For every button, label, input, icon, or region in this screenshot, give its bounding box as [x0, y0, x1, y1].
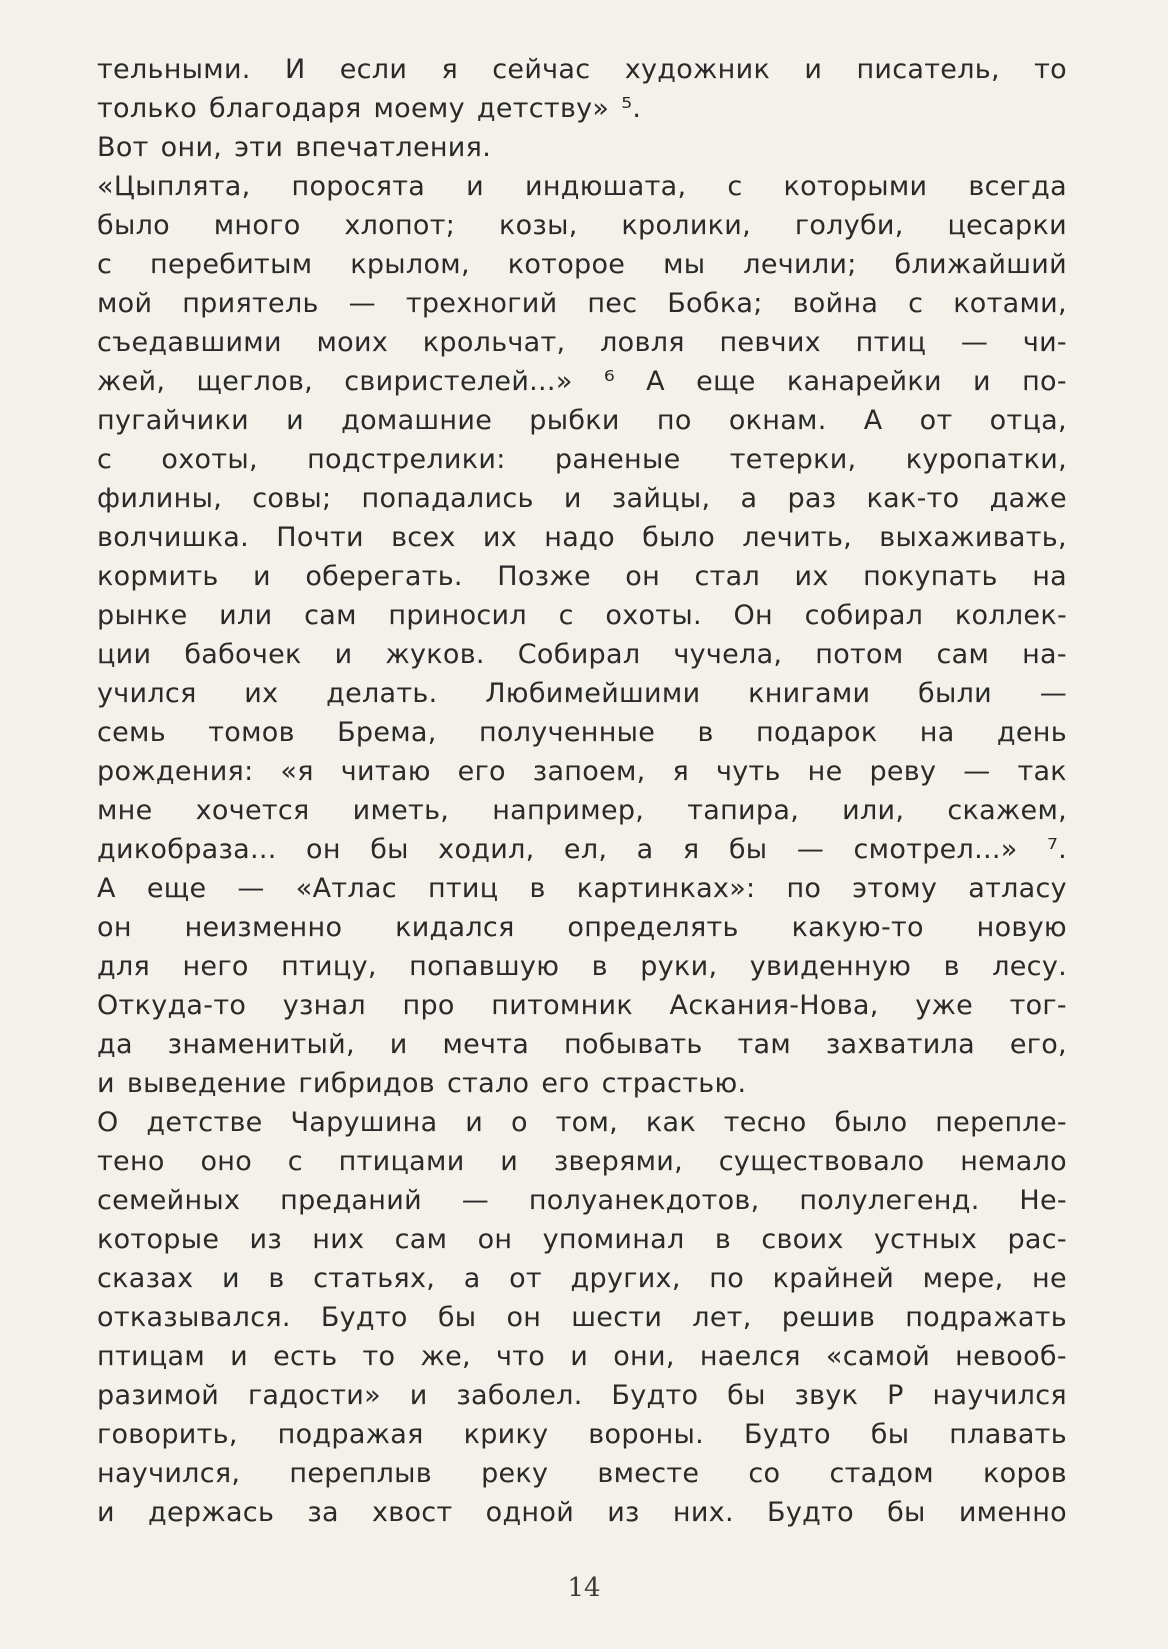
text-line: да знаменитый, и мечта побывать там захватила его,: [97, 1029, 1067, 1060]
text-line: тено оно с птицами и зверями, существовало немало: [97, 1146, 1067, 1177]
text-line: Вот они, эти впечатления.: [97, 132, 492, 163]
text-line: семь томов Брема, полученные в подарок на день: [97, 717, 1067, 748]
page-number: 14: [567, 1573, 601, 1603]
text-line: и держась за хвост одной из них. Будто бы именно: [97, 1497, 1067, 1528]
page-text-body: [97, 50, 1067, 1532]
text-line: А еще — «Атлас птиц в картинках»: по этому атласу: [97, 873, 1067, 904]
text-line: он неизменно кидался определять какую-то новую: [97, 912, 1067, 943]
text-line: научился, переплыв реку вместе со стадом коров: [97, 1458, 1067, 1489]
text-line: которые из них сам он упоминал в своих устных рас-: [97, 1224, 1067, 1255]
text-line: отказывался. Будто бы он шести лет, решив подражать: [97, 1302, 1067, 1333]
text-line: мне хочется иметь, например, тапира, или, скажем,: [97, 795, 1067, 826]
text-line: учился их делать. Любимейшими книгами были —: [97, 678, 1067, 709]
text-line: съедавшими моих крольчат, ловля певчих птиц — чи-: [97, 327, 1067, 358]
text-line: мой приятель — трехногий пес Бобка; война с котами,: [97, 288, 1067, 319]
text-line: волчишка. Почти всех их надо было лечить, выхаживать,: [97, 522, 1067, 553]
text-line: говорить, подражая крику вороны. Будто бы плавать: [97, 1419, 1067, 1450]
text-line: семейных преданий — полуанекдотов, полулегенд. Не-: [97, 1185, 1067, 1216]
text-line: филины, совы; попадались и зайцы, а раз как-то даже: [97, 483, 1067, 514]
text-line: кормить и оберегать. Позже он стал их покупать на: [97, 561, 1067, 592]
text-line: рынке или сам приносил с охоты. Он собирал коллек-: [97, 600, 1067, 631]
text-line: с перебитым крылом, которое мы лечили; ближайший: [97, 249, 1067, 280]
text-line: Откуда-то узнал про питомник Аскания-Нова, уже тог-: [97, 990, 1067, 1021]
text-line: сказах и в статьях, а от других, по крайней мере, не: [97, 1263, 1067, 1294]
text-line: только благодаря моему детству» ⁵.: [97, 93, 642, 124]
text-line: птицам и есть то же, что и они, наелся «самой невооб-: [97, 1341, 1067, 1372]
text-line: дикобраза... он бы ходил, ел, а я бы — смотрел...» ⁷.: [97, 834, 1067, 865]
text-line: и выведение гибридов стало его страстью.: [97, 1068, 747, 1099]
text-line: было много хлопот; козы, кролики, голуби, цесарки: [97, 210, 1067, 241]
text-line: пугайчики и домашние рыбки по окнам. А от отца,: [97, 405, 1067, 436]
text-line: рождения: «я читаю его запоем, я чуть не реву — так: [97, 756, 1067, 787]
text-line: жей, щеглов, свиристелей...» ⁶ А еще канарейки и по-: [97, 366, 1067, 397]
text-line: с охоты, подстрелики: раненые тетерки, куропатки,: [97, 444, 1067, 475]
text-line: «Цыплята, поросята и индюшата, с которыми всегда: [97, 171, 1067, 202]
text-line: для него птицу, попавшую в руки, увиденную в лесу.: [97, 951, 1067, 982]
text-line: разимой гадости» и заболел. Будто бы звук Р научился: [97, 1380, 1067, 1411]
text-line: ции бабочек и жуков. Собирал чучела, потом сам на-: [97, 639, 1067, 670]
text-line: О детстве Чарушина и о том, как тесно было перепле-: [97, 1107, 1067, 1138]
text-line: тельными. И если я сейчас художник и писатель, то: [97, 54, 1067, 85]
